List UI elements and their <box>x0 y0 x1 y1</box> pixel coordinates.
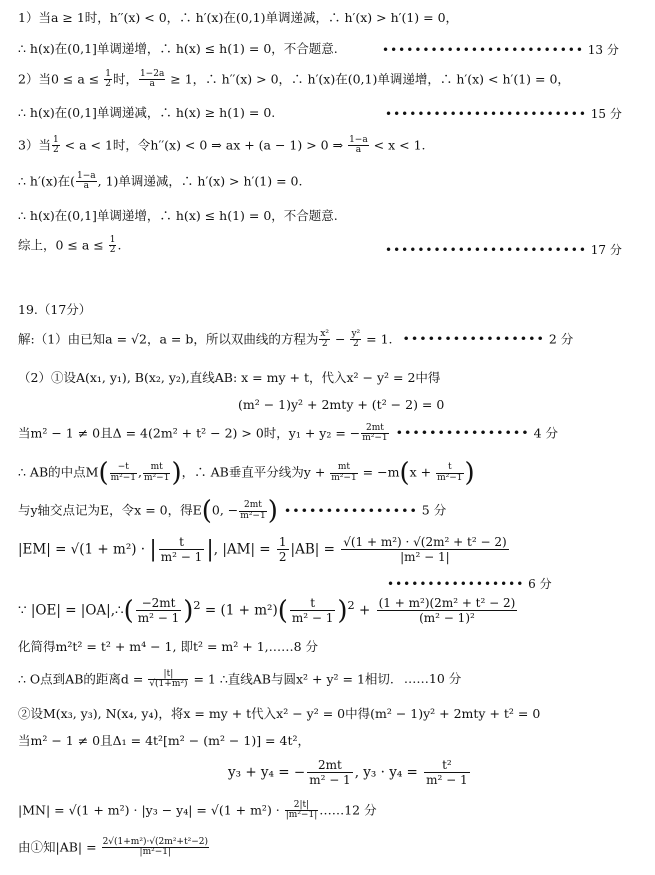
question-19-heading: 19.（17分） <box>18 302 92 317</box>
fraction: $\frac{2|t|}{\text{|m²−1|}}$ <box>285 800 318 821</box>
line-case3-conclusion: ∴ h(x)在(0,1]单调递增，∴ h(x) ≤ h(1) = 0，不合题意. <box>18 208 338 223</box>
score-5: 5 分 <box>421 502 447 518</box>
fraction: $\frac{\text{2√(1+m²)·√(2m²+t²−2)}}{\text{|m²−1|}}$ <box>102 837 208 858</box>
line-point-e: 与y轴交点记为E，令x = 0，得E(0, − $\frac{2mt}{\text{m²−1}}$ ) •••••••••••••••• 5 分 <box>18 496 447 526</box>
score-15: ••••••••••••••••••••••••• 15 分 <box>385 107 622 121</box>
equation-vieta: y₃ + y₄ = − $\frac{2mt}{\text{m² − 1}}$ , y₃ · y₄ = $\frac{\text{t²}}{\text{m² − 1}}$ <box>228 758 468 788</box>
line-em-am: |EM| = √(1 + m²) · | $\frac{t}{\text{m² − 1}}$ |, |AM| = $\frac{1}{2}$ |AB| = $\frac{\text{√(1 + m²) · √(2m² + t² − 2)}}{\text{|m² − 1|}}$ <box>18 535 507 565</box>
fraction: $\frac{t}{\text{m² − 1}}$ <box>160 535 203 565</box>
fraction: $\frac{1-2a}{a}$ <box>139 69 165 90</box>
fraction: $\frac{2mt}{\text{m²−1}}$ <box>240 500 266 521</box>
score-13: ••••••••••••••••••••••••• 13 分 <box>382 43 619 57</box>
fraction: $\frac{1}{2}$ <box>105 69 111 90</box>
fraction: $\frac{|t|}{\text{√(1+m²)}}$ <box>149 669 188 690</box>
line-midpoint: ∴ AB的中点M( $\frac{-t}{\text{m²−1}}$ , $\frac{mt}{\text{m²−1}}$ )，∴ AB垂直平分线为y + $\frac{mt}{\text{m²−1}}$ = −m(x + $\frac{t}{\text{m²−1}}$ ) <box>18 458 475 488</box>
score-6: ••••••••••••••••• 6 分 <box>387 577 552 591</box>
line-oe-oa: ∵ |OE| = |OA|,∴( $\frac{-2mt}{\text{m² − 1}}$ )$^2$ = (1 + m²)( $\frac{t}{\text{m² − 1}}$ )$^2$ + $\frac{\text{(1 + m²)(2m² + t² − 2)}}{\text{(m² − 1)²}}$ <box>18 595 516 626</box>
line-mn-length: |MN| = √(1 + m²) · |y₃ − y₄| = √(1 + m²) · $\frac{2|t|}{\text{|m²−1|}}$ ……12 分 <box>18 800 377 821</box>
score-8: ……8 分 <box>268 639 319 654</box>
fraction: $\frac{2mt}{\text{m² − 1}}$ <box>309 758 351 788</box>
line-part1: 解:（1）由已知a = √2，a = b，所以双曲线的方程为 $\frac{\text{x²}}{2}$ − $\frac{\text{y²}}{2}$ = 1. ••••••••••••••••• 2 分 <box>18 329 574 350</box>
score-10: ……10 分 <box>403 671 462 687</box>
equation-quadratic-y: (m² − 1)y² + 2mty + (t² − 2) = 0 <box>238 397 445 412</box>
fraction: $\frac{\text{t²}}{\text{m² − 1}}$ <box>426 758 468 788</box>
line-part2-setup: （2）①设A(x₁, y₁), B(x₂, y₂),直线AB: x = my + t，代入x² − y² = 2中得 <box>18 370 441 385</box>
score-2: 2 分 <box>548 331 574 347</box>
line-case2: 2）当0 ≤ a ≤ $\frac{1}{2}$ 时， $\frac{1-2a}{a}$ ≥ 1，∴ h′′(x) > 0，∴ h′(x)在(0,1)单调递增，∴ h′(x) < h′(1) = 0， <box>18 69 570 90</box>
case1-text: 1）当a ≥ 1时，h′′(x) < 0，∴ h′(x)在(0,1)单调递减，∴ h′(x) > h′(1) = 0， <box>18 10 459 25</box>
fraction: $\frac{-t}{\text{m²−1}}$ <box>110 462 137 483</box>
line-summary: 综上，0 ≤ a ≤ $\frac{1}{2}$ . <box>18 235 122 256</box>
line-part2-asymptote: ②设M(x₃, y₃), N(x₄, y₄)，将x = my + t代入x² − y² = 0中得(m² − 1)y² + 2mty + t² = 0 <box>18 706 541 721</box>
line-case1 <box>18 10 458 26</box>
fraction: $\frac{1-a}{a}$ <box>77 171 96 192</box>
fraction: $\frac{\text{y²}}{2}$ <box>351 329 361 350</box>
fraction: $\frac{-2mt}{\text{m² − 1}}$ <box>137 596 180 626</box>
line-delta1: 当m² − 1 ≠ 0且Δ₁ = 4t²[m² − (m² − 1)] = 4t²， <box>18 733 310 748</box>
fraction: $\frac{t}{\text{m²−1}}$ <box>437 462 463 483</box>
case1-conclusion-text: ∴ h(x)在(0,1]单调递增，∴ h(x) ≤ h(1) = 0，不合题意. <box>18 41 338 56</box>
fraction: $\frac{1-a}{a}$ <box>349 135 368 156</box>
fraction: $\frac{1}{2}$ <box>278 535 287 565</box>
fraction: $\frac{1}{2}$ <box>109 235 116 256</box>
fraction: $\frac{t}{\text{m² − 1}}$ <box>291 596 334 626</box>
fraction: $\frac{2mt}{\text{m²−1}}$ <box>362 423 388 444</box>
fraction: $\frac{\text{√(1 + m²) · √(2m² + t² − 2)}}{\text{|m² − 1|}}$ <box>343 535 507 565</box>
line-discriminant: 当m² − 1 ≠ 0且Δ = 4(2m² + t² − 2) > 0时，y₁ + y₂ = − $\frac{2mt}{\text{m²−1}}$ •••••••••••••••• 4 分 <box>18 423 559 444</box>
score-12: ……12 分 <box>319 802 377 818</box>
score-4: 4 分 <box>533 425 559 441</box>
line-case3-monotone: ∴ h′(x)在( $\frac{1-a}{a}$ , 1)单调递减，∴ h′(x) > h′(1) = 0. <box>18 171 303 192</box>
line-tangent: ∴ O点到AB的距离d = $\frac{|t|}{\text{√(1+m²)}}$ = 1 ∴直线AB与圆x² + y² = 1相切. ……10 分 <box>18 669 462 690</box>
fraction: $\frac{\text{(1 + m²)(2m² + t² − 2)}}{\text{(m² − 1)²}}$ <box>378 596 516 626</box>
line-ab-length: 由①知|AB| = $\frac{\text{2√(1+m²)·√(2m²+t²−2)}}{\text{|m²−1|}}$ <box>18 837 208 858</box>
fraction: $\frac{mt}{\text{m²−1}}$ <box>144 462 170 483</box>
fraction: $\frac{\text{x²}}{2}$ <box>320 329 330 350</box>
fraction: $\frac{1}{2}$ <box>52 135 59 156</box>
line-simplify: 化简得m²t² = t² + m⁴ − 1, 即t² = m² + 1,……8 分 <box>18 639 319 654</box>
score-17: ••••••••••••••••••••••••• 17 分 <box>385 243 622 257</box>
fraction: $\frac{mt}{\text{m²−1}}$ <box>331 462 357 483</box>
line-case3: 3）当 $\frac{1}{2}$ < a < 1时，令h′′(x) < 0 ⇒ ax + (a − 1) > 0 ⇒ $\frac{1-a}{a}$ < x < 1. <box>18 135 426 156</box>
line-case2-conclusion: ∴ h(x)在(0,1]单调递减，∴ h(x) ≥ h(1) = 0. <box>18 105 276 120</box>
line-case1-conclusion <box>18 41 338 57</box>
